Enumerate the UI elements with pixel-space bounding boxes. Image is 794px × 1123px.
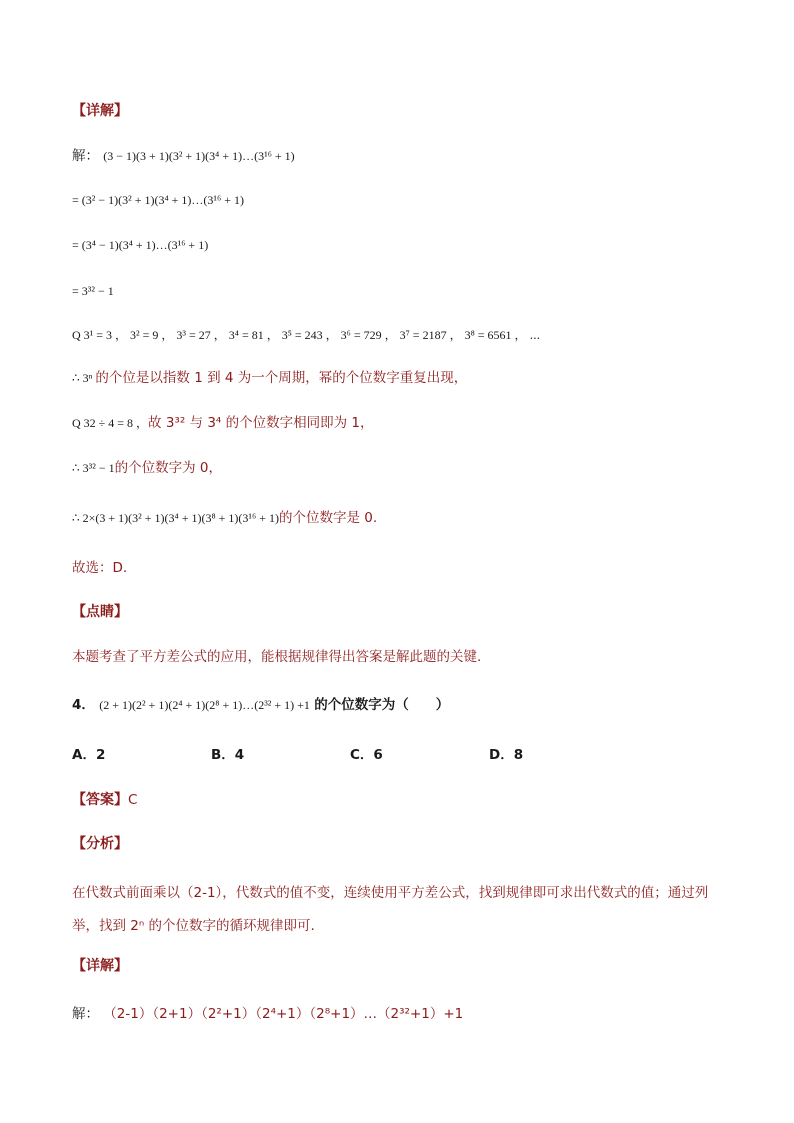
detail-heading: 【详解】 (72, 103, 128, 119)
solution-expression-1: (3 − 1)(3 + 1)(3² + 1)(3⁴ + 1)…(3¹⁶ + 1) (103, 149, 295, 163)
division-text: 故 3³² 与 3⁴ 的个位数字相同即为 1， (148, 415, 374, 431)
conclusion-text: 的个位数字是 0. (278, 510, 378, 526)
units-digit-line (72, 457, 734, 479)
question-text: 的个位数字为（ ） (314, 697, 450, 713)
choice-line: 故选：D. (72, 560, 128, 576)
units-digit-math: ∴ 3³² − 1 (72, 461, 115, 475)
solution-line-1 (72, 145, 734, 167)
comment-heading: 【点睛】 (72, 604, 128, 620)
detail-heading-2: 【详解】 (72, 958, 128, 974)
solution2-expression: （2-1）（2+1）（2²+1）（2⁴+1）（2⁸+1）…（2³²+1）+1 (103, 1006, 464, 1022)
analysis-heading: 【分析】 (72, 836, 128, 852)
question-4 (72, 694, 734, 716)
conclusion-line (72, 507, 734, 529)
answer-value: C (128, 792, 138, 808)
solution-line-3: = (3⁴ − 1)(3⁴ + 1)…(3¹⁶ + 1) (72, 238, 209, 252)
cycle-text: 的个位是以指数 1 到 4 为一个周期，幂的个位数字重复出现， (95, 370, 468, 386)
powers-list-line: Q 3¹ = 3 ， 3² = 9 ， 3³ = 27 ， 3⁴ = 81 ， 3⁵ = 243 ， 3⁶ = 729 ， 3⁷ = 2187 ， 3⁸ = 6561 ， ⋯ (72, 328, 541, 342)
answer-heading: 【答案】 (72, 792, 128, 808)
question-expression: (2 + 1)(2² + 1)(2⁴ + 1)(2⁸ + 1)…(2³² + 1) +1 (99, 698, 310, 712)
units-digit-text: 的个位数字为 0， (114, 460, 222, 476)
solution2-prefix: 解： (72, 1006, 99, 1022)
solution-prefix: 解： (72, 148, 99, 164)
solution2-line-1 (72, 1003, 734, 1025)
option-a: A．2 (72, 747, 106, 763)
option-b: B．4 (211, 747, 245, 763)
option-d: D．8 (489, 747, 524, 763)
option-c: C．6 (350, 747, 383, 763)
answer-line (72, 789, 734, 811)
solution-line-4: = 3³² − 1 (72, 284, 114, 298)
conclusion-math: ∴ 2×(3 + 1)(3² + 1)(3⁴ + 1)(3⁸ + 1)(3¹⁶ + 1) (72, 511, 279, 525)
solution-line-2: = (3² − 1)(3² + 1)(3⁴ + 1)…(3¹⁶ + 1) (72, 193, 244, 207)
analysis-text: 在代数式前面乘以（2-1），代数式的值不变，连续使用平方差公式，找到规律即可求出代数式的值；通过列举，找到 2ⁿ 的个位数字的循环规律即可. (72, 885, 709, 934)
question-number: 4． (72, 697, 95, 713)
answer-options (72, 744, 734, 766)
division-math: Q 32 ÷ 4 = 8 ， (72, 416, 149, 430)
cycle-math: ∴ 3ⁿ (72, 371, 96, 385)
division-line (72, 412, 734, 434)
comment-text: 本题考查了平方差公式的应用，能根据规律得出答案是解此题的关键. (72, 649, 482, 665)
cycle-line (72, 367, 734, 389)
